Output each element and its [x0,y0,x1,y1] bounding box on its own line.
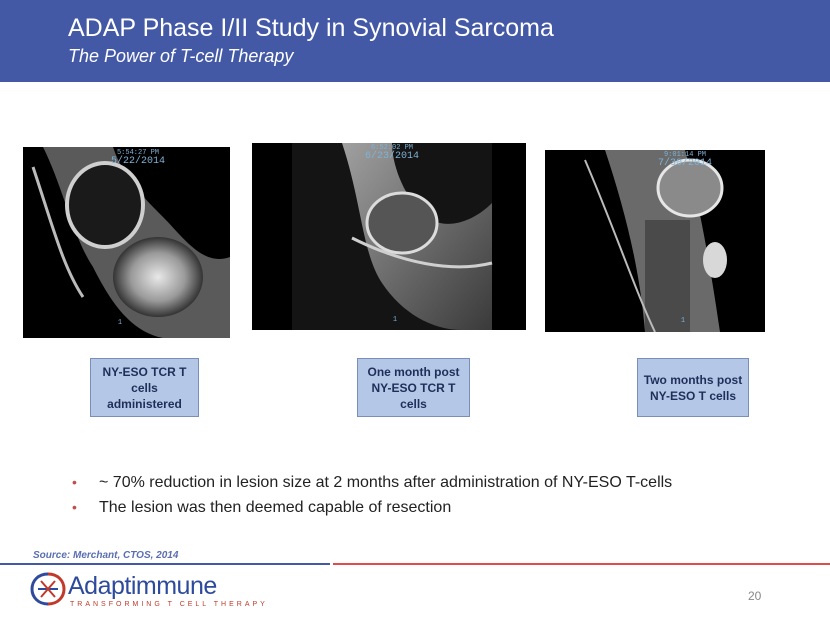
bullet-dot-icon: • [72,499,77,515]
bullet-dot-icon: • [72,474,77,490]
mri-image-1 [23,147,230,338]
logo-wordmark: Adaptimmune [68,572,217,600]
image-2-time: 6:52:02 PM [370,144,413,152]
image-2-marker: 1 [392,316,398,324]
logo-tagline: TRANSFORMING T CELL THERAPY [70,601,268,608]
image-1-time: 5:54:27 PM [116,149,159,157]
mri-image-3 [545,150,765,332]
bullet-item [72,495,672,520]
footer-rule-blue [0,563,330,565]
bullet-item [72,470,672,495]
caption-image-1 [90,358,199,417]
slide-subtitle: The Power of T-cell Therapy [68,46,294,66]
bullet-text: The lesion was then deemed capable of resection [99,499,452,516]
page-number: 20 [748,589,762,603]
caption-image-2-text: One month post NY-ESO TCR T cells [367,364,460,411]
image-1-date: 5/22/2014 [110,156,165,168]
caption-image-1-text: NY-ESO TCR T cells administered [102,364,187,411]
image-3-date: 7/30/2014 [657,158,712,170]
image-2-date: 6/23/2014 [364,151,419,163]
image-3-time: 9:01:14 PM [663,151,706,159]
company-logo [30,570,268,615]
mri-image-2 [252,143,526,330]
slide-header [0,0,830,82]
caption-image-2 [357,358,470,417]
footer-rule-red [333,563,830,565]
source-citation: Source: Merchant, CTOS, 2014 [33,550,179,561]
logo-mark-icon [30,572,66,606]
caption-image-3 [637,358,749,417]
image-1-marker: 1 [117,319,123,327]
image-3-marker: 1 [680,317,686,325]
caption-image-3-text: Two months post NY-ESO T cells [643,372,743,403]
bullet-text: ~ 70% reduction in lesion size at 2 months after administration of NY-ESO T-cells [99,474,673,491]
bullet-list [72,470,672,520]
slide-title: ADAP Phase I/II Study in Synovial Sarcoma [68,14,554,42]
